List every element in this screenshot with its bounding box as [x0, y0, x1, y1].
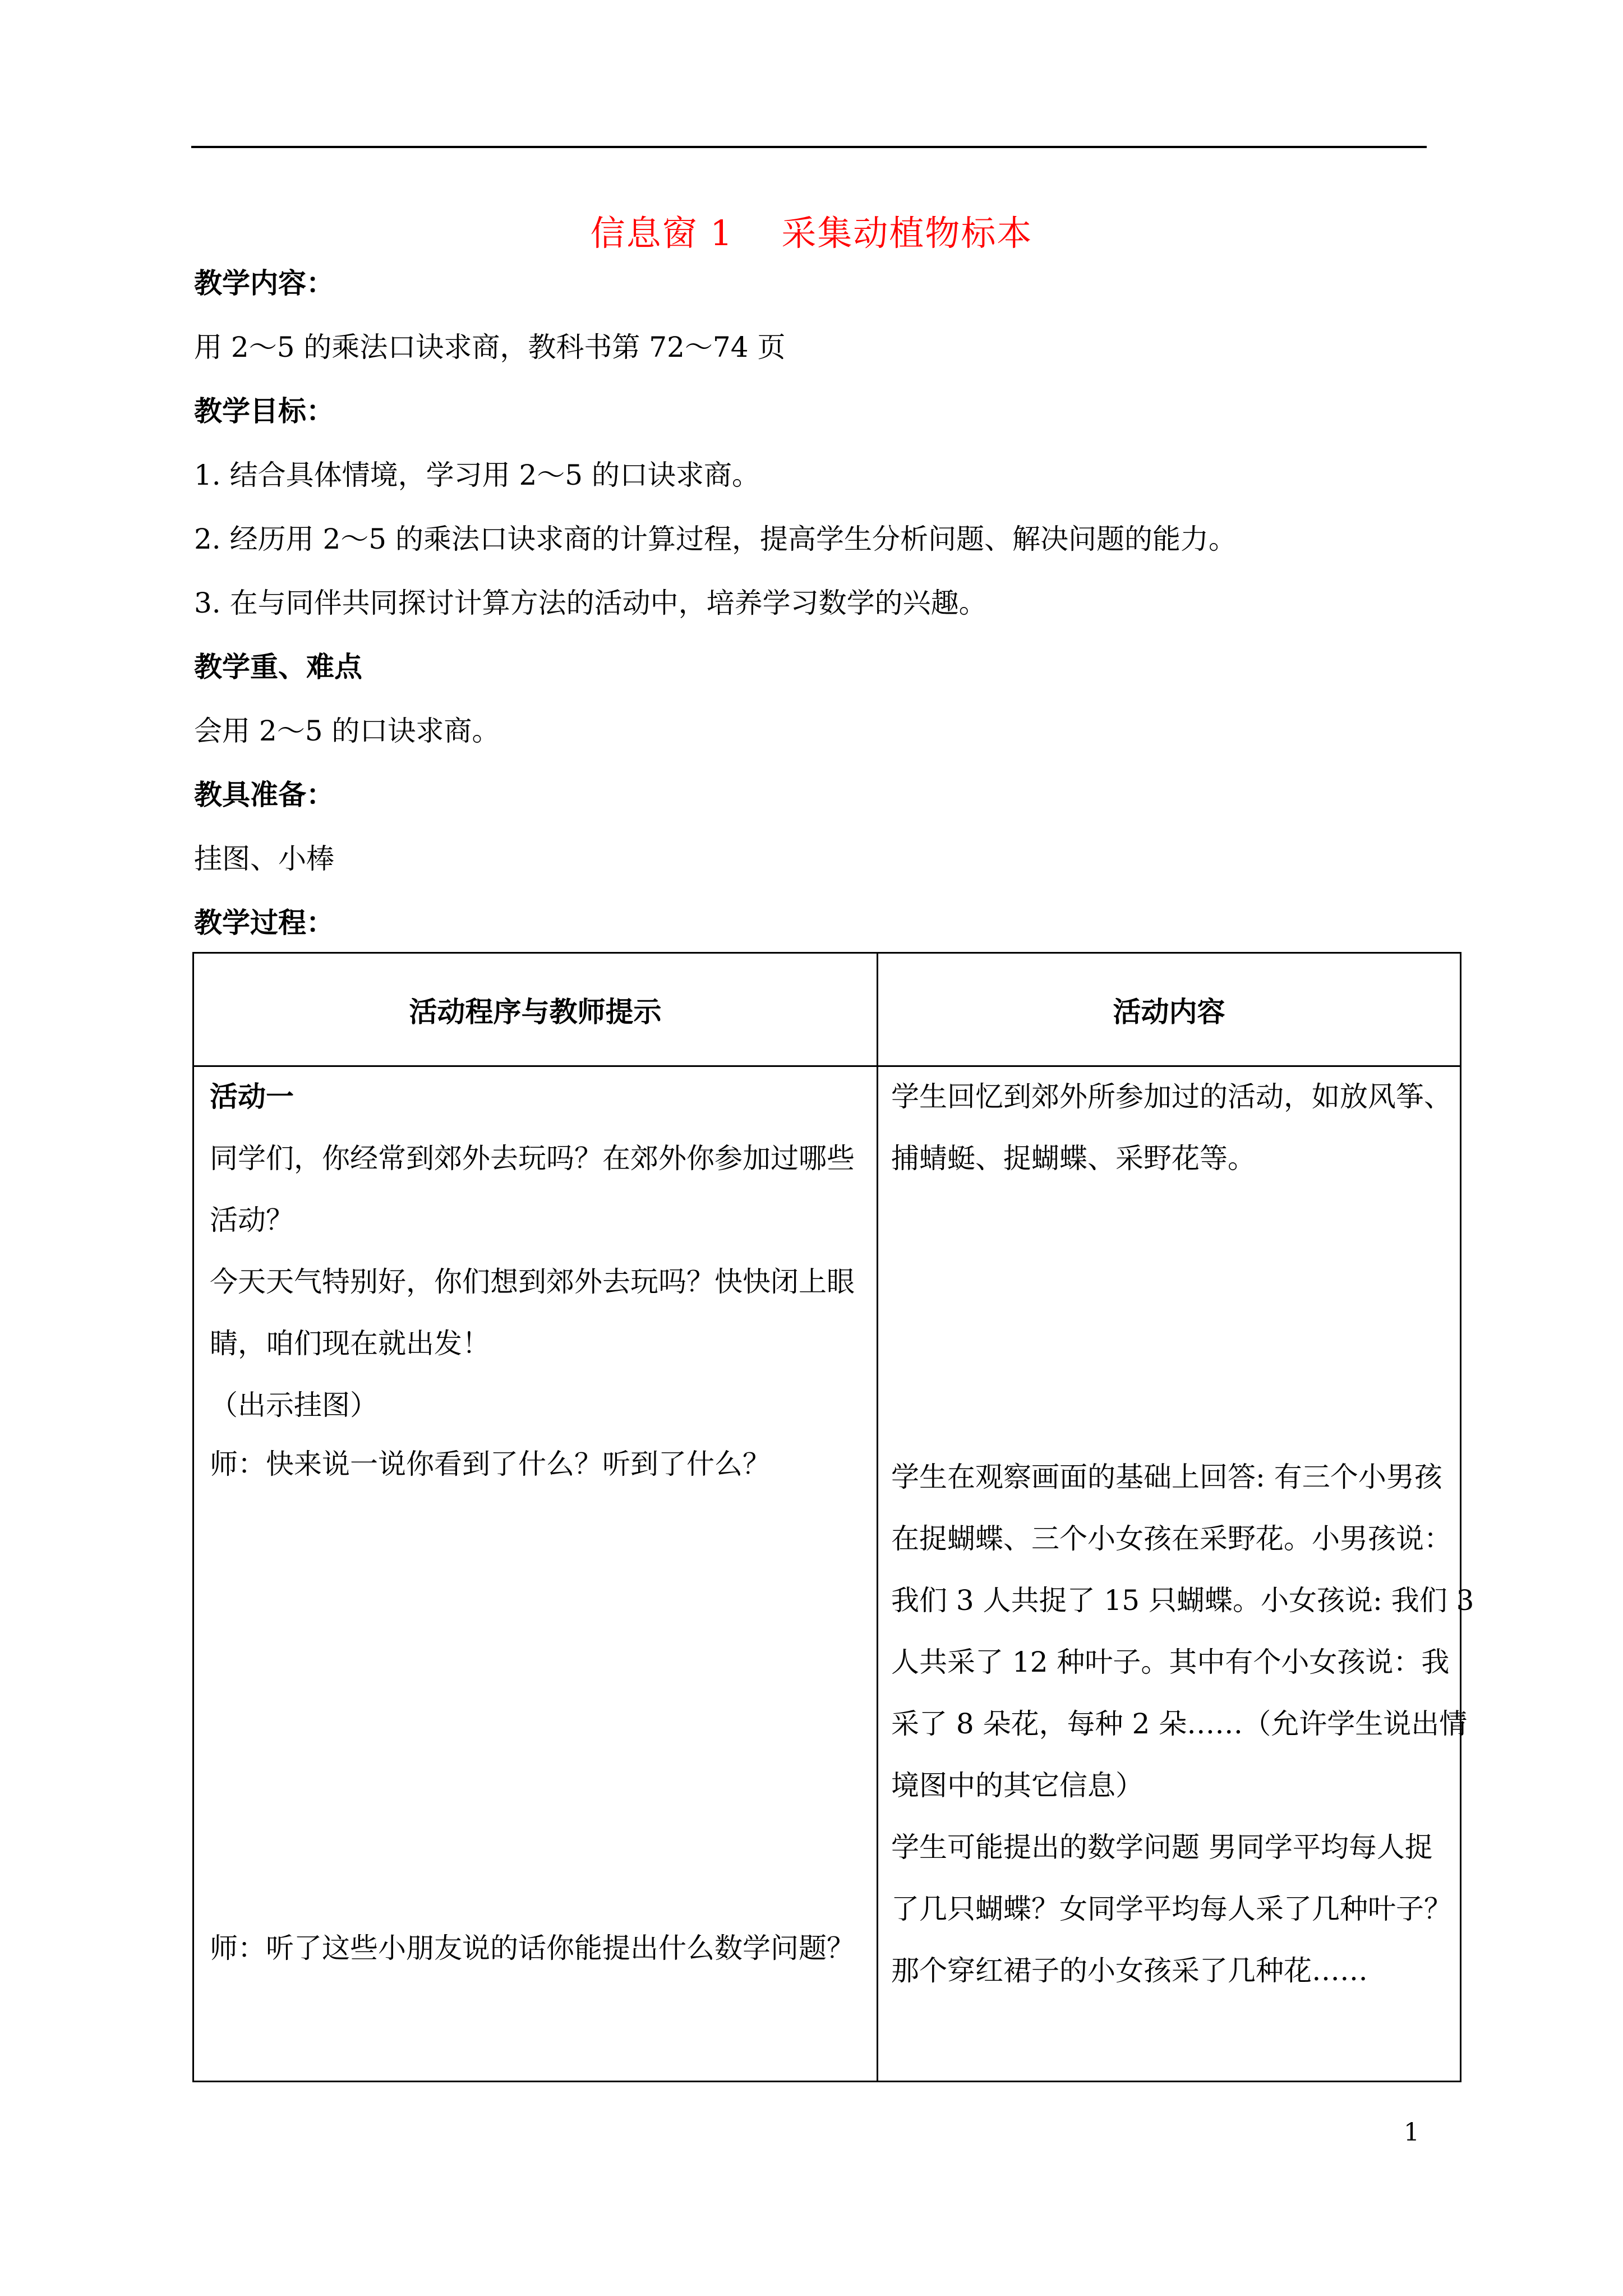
goals-heading: 教学目标：	[194, 394, 334, 427]
teacher-prompt-line: 师：听了这些小朋友说的话你能提出什么数学问题？	[210, 1932, 855, 1964]
activity-content-line: 学生可能提出的数学问题 男同学平均每人捉	[891, 1831, 1433, 1864]
tools-text: 挂图、小棒	[194, 843, 334, 875]
key-points-text: 会用 2～5 的口诀求商。	[194, 715, 500, 747]
goal-item-3: 3. 在与同伴共同探讨计算方法的活动中，培养学习数学的兴趣。	[194, 587, 987, 619]
activity-content-line: 在捉蝴蝶、三个小女孩在采野花。小男孩说：	[891, 1522, 1452, 1555]
teacher-prompt-line: 活动？	[210, 1204, 294, 1236]
header-divider	[194, 1065, 1460, 1067]
teacher-prompt-line: （出示挂图）	[210, 1389, 378, 1421]
table-header-left: 活动程序与教师提示	[409, 995, 662, 1028]
activity-content-line: 我们 3 人共捉了 15 只蝴蝶。小女孩说: 我们 3	[891, 1584, 1474, 1617]
activity-content-line: 学生回忆到郊外所参加过的活动，如放风筝、	[891, 1080, 1452, 1113]
page-title: 信息窗 1 采集动植物标本	[590, 213, 1033, 254]
page-number: 1	[1404, 2118, 1419, 2147]
tools-heading: 教具准备：	[194, 778, 334, 811]
content-heading: 教学内容：	[194, 266, 334, 300]
teacher-prompt-line: 睛，咱们现在就出发！	[210, 1327, 490, 1360]
table-header-right: 活动内容	[1113, 995, 1225, 1028]
activity-content-line: 了几只蝴蝶？女同学平均每人采了几种叶子？	[891, 1893, 1452, 1925]
goal-item-2: 2. 经历用 2～5 的乘法口诀求商的计算过程，提高学生分析问题、解决问题的能力。	[194, 523, 1237, 555]
teacher-prompt-line: 今天天气特别好，你们想到郊外去玩吗？快快闭上眼	[210, 1266, 855, 1298]
column-divider	[877, 954, 878, 2081]
goal-item-1: 1. 结合具体情境，学习用 2～5 的口诀求商。	[194, 459, 760, 491]
activity-content-line: 采了 8 朵花，每种 2 朵……（允许学生说出情	[891, 1708, 1468, 1740]
key-points-heading: 教学重、难点	[194, 650, 362, 683]
activity-content-line: 学生在观察画面的基础上回答: 有三个小男孩	[891, 1461, 1442, 1493]
teacher-prompt-line: 同学们，你经常到郊外去玩吗？在郊外你参加过哪些	[210, 1142, 855, 1175]
activity-content-line: 捕蜻蜓、捉蝴蝶、采野花等。	[891, 1142, 1256, 1175]
activity-content-line: 人共采了 12 种叶子。其中有个小女孩说：我	[891, 1646, 1450, 1678]
process-table	[192, 952, 1474, 2082]
header-rule	[191, 146, 1427, 148]
teacher-prompt-line: 师：快来说一说你看到了什么？听到了什么？	[210, 1448, 771, 1480]
process-heading: 教学过程：	[194, 906, 334, 939]
activity-content-line: 境图中的其它信息）	[891, 1769, 1144, 1802]
content-text: 用 2～5 的乘法口诀求商，教科书第 72～74 页	[194, 331, 786, 364]
activity-content-line: 那个穿红裙子的小女孩采了几种花……	[891, 1954, 1368, 1987]
activity-title: 活动一	[210, 1080, 294, 1113]
